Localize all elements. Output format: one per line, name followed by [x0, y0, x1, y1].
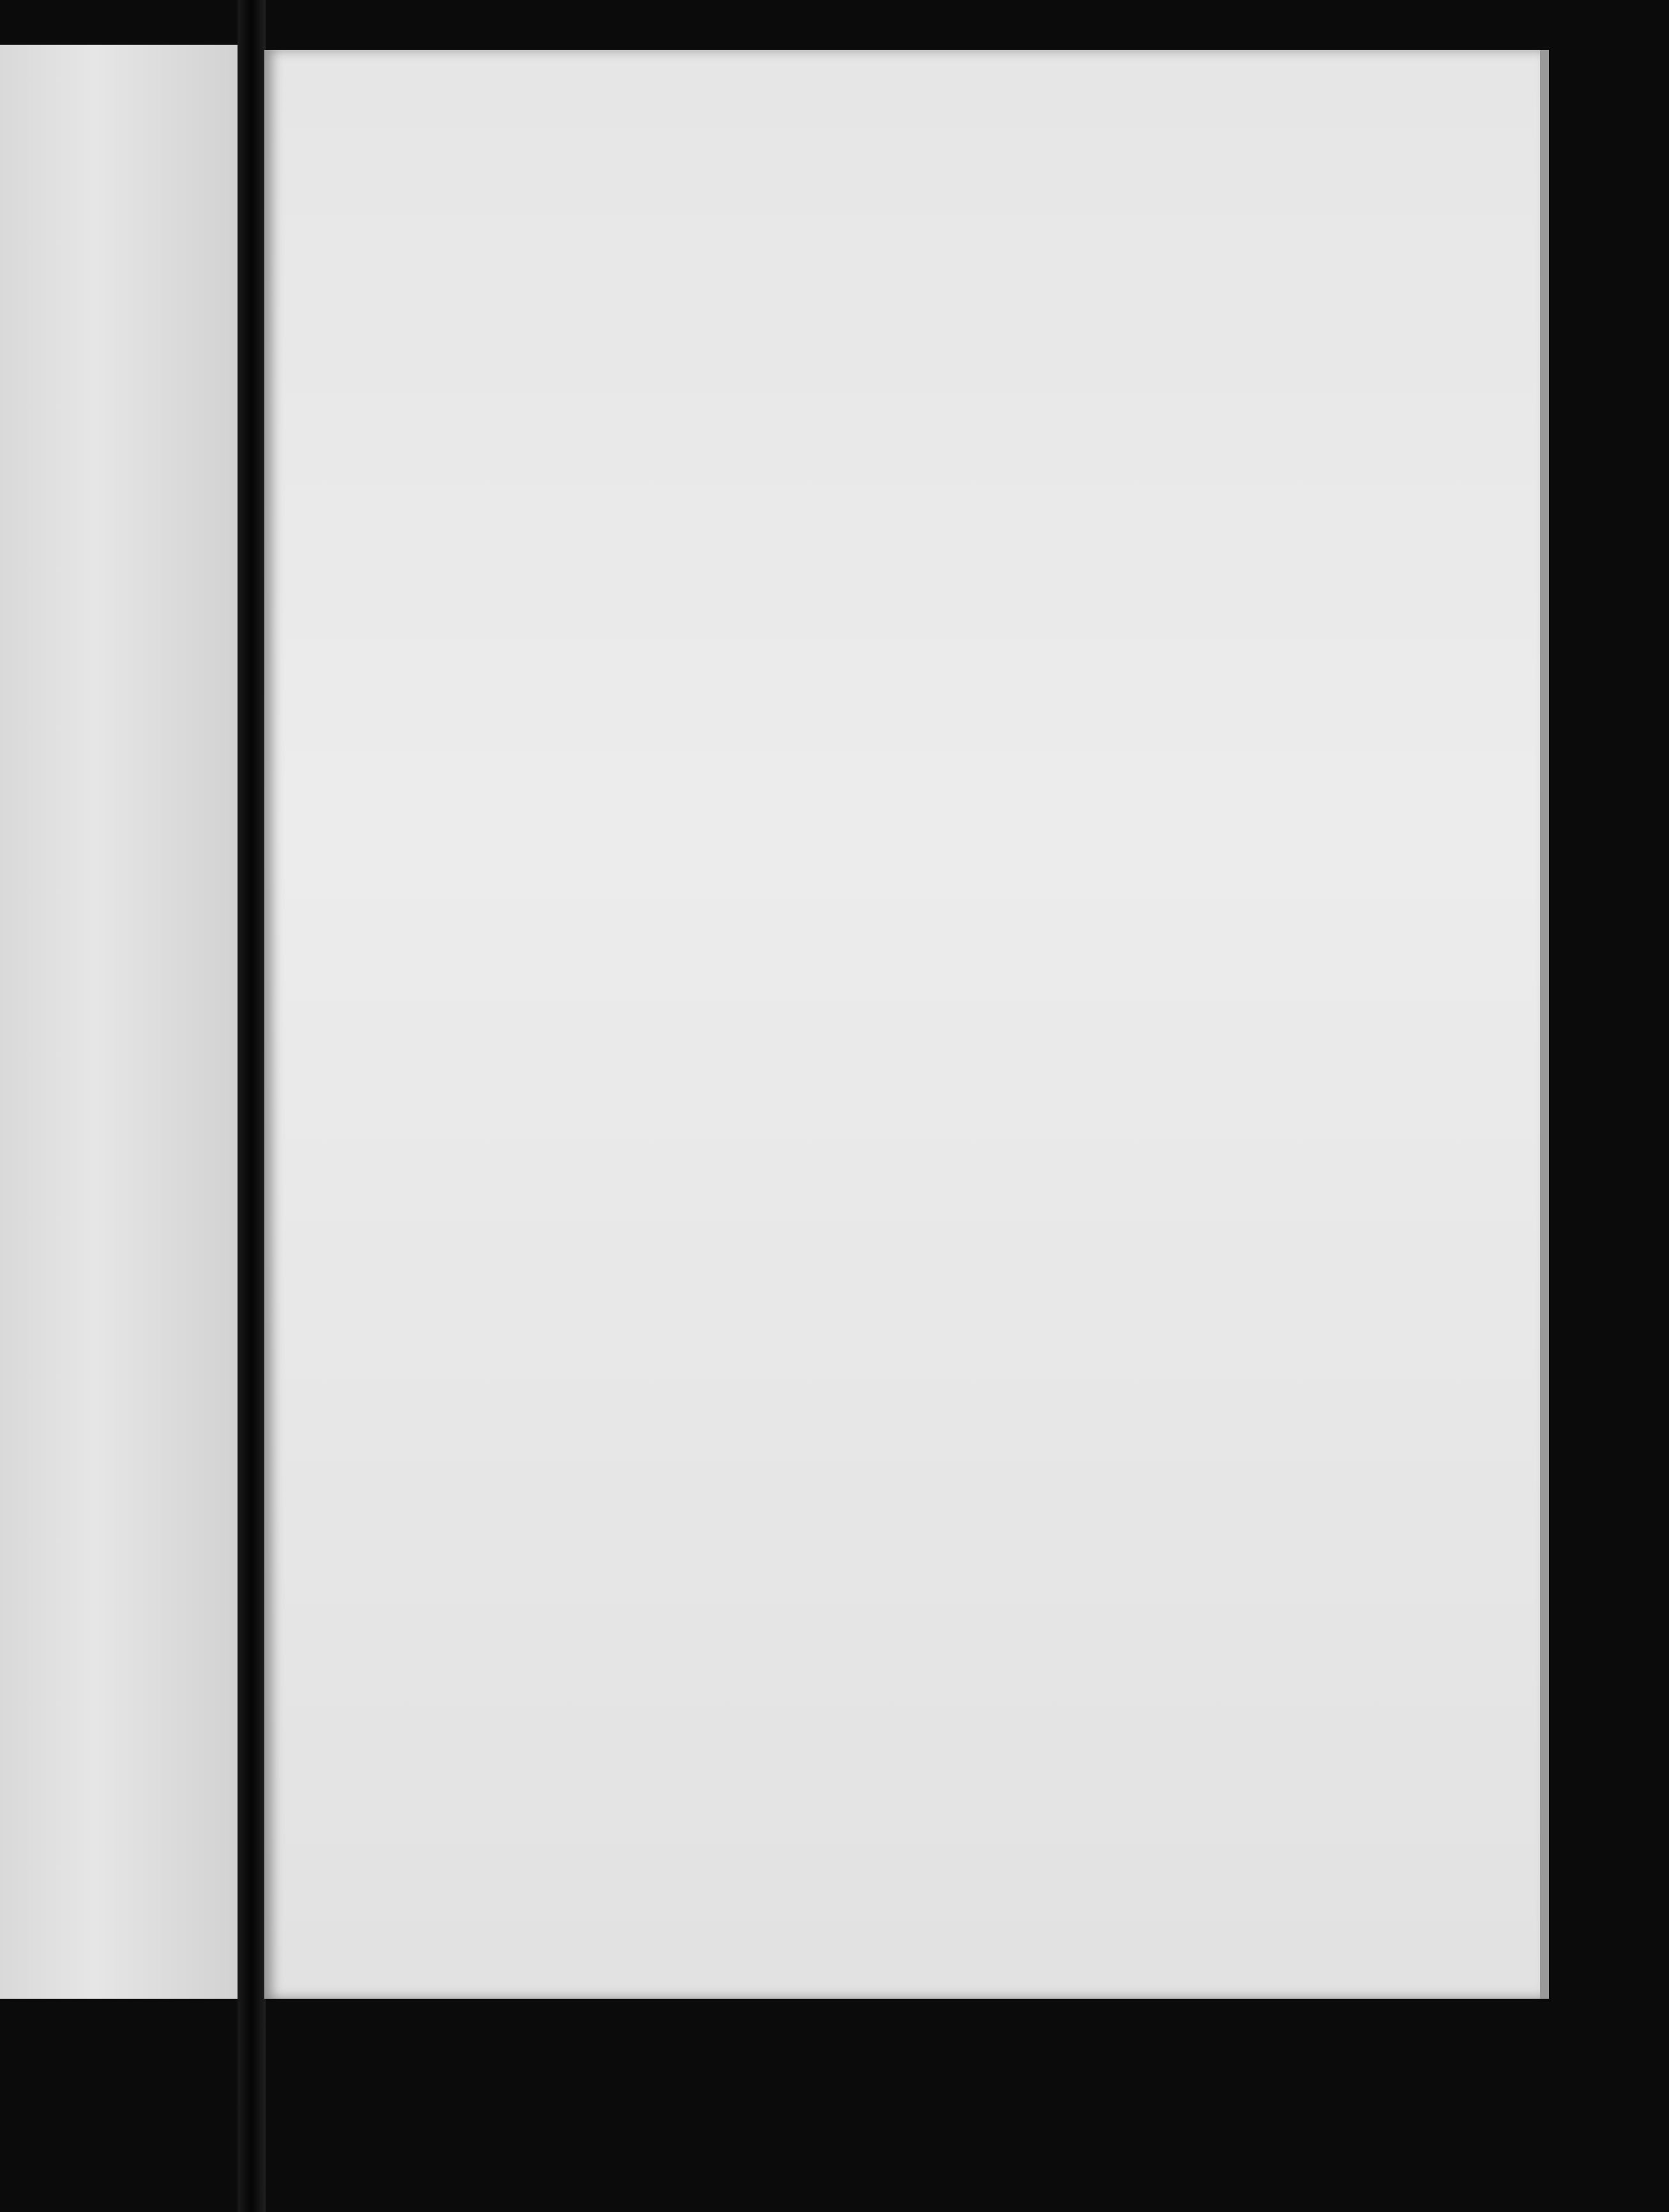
right-page — [264, 50, 1540, 1999]
left-facing-page — [0, 45, 238, 1999]
running-head — [523, 230, 1518, 287]
book-gutter — [238, 0, 266, 2212]
page-edge — [1540, 50, 1549, 1999]
